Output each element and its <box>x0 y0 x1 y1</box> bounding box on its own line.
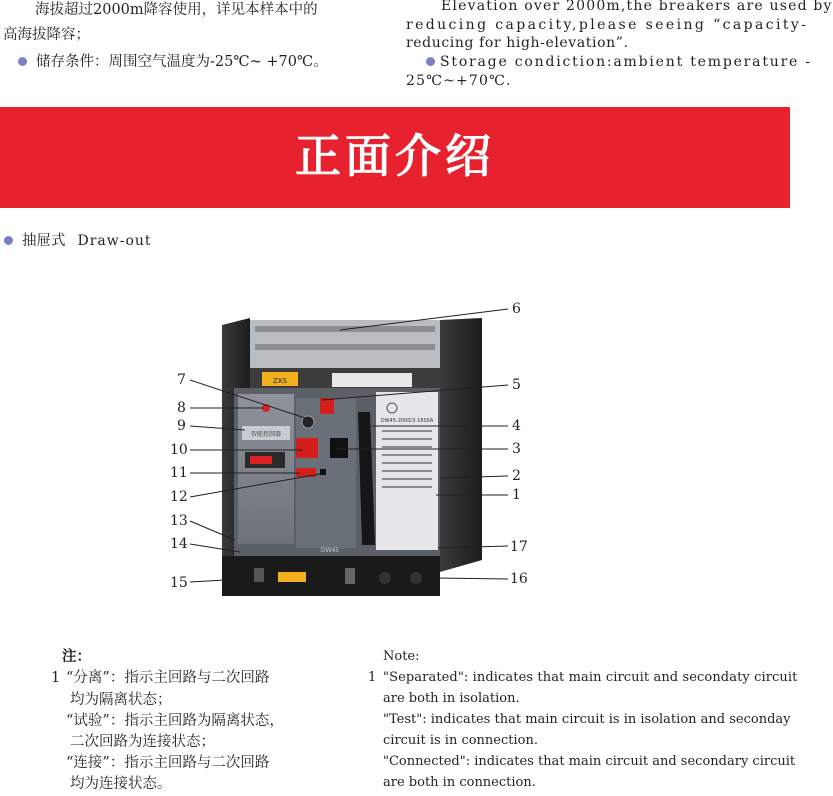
warning-label-text: ZXS <box>272 377 288 385</box>
callout-8: 8 <box>177 400 186 416</box>
nameplate-text: DW45-2000/3-1600A <box>380 418 434 424</box>
top-right-line1: Elevation over 2000m,the breakers are used by <box>441 0 833 14</box>
notes-en-heading: Note: <box>383 649 420 664</box>
notes-cn-line4: 二次回路为连接状态； <box>70 734 215 750</box>
callout-9: 9 <box>177 418 186 434</box>
section-label-cn: 抽屉式 <box>22 233 66 249</box>
callout-17: 17 <box>510 539 528 555</box>
callout-2: 2 <box>512 468 521 484</box>
notes-en-line1: "Separated": indicates that main circuit and secondaty circuit <box>383 670 798 685</box>
callout-16: 16 <box>510 571 528 587</box>
rack-screw <box>379 572 391 584</box>
notes-en-line3: "Test": indicates that main circuit is in isolation and seconday <box>383 712 791 727</box>
top-left-line2: 高海拔降容； <box>3 27 90 43</box>
callout-10: 10 <box>170 442 188 458</box>
storage-text-en: Storage condiction:ambient temperature - <box>440 54 812 70</box>
notes-en-line2: are both in isolation. <box>383 691 520 706</box>
top-left-storage <box>18 52 328 73</box>
callout-5: 5 <box>512 377 521 393</box>
callout-3: 3 <box>512 441 521 457</box>
bullet-icon <box>426 57 435 66</box>
callout-4: 4 <box>512 418 521 434</box>
status-indicator <box>330 438 348 458</box>
notes-en-index: 1 <box>368 670 377 685</box>
position-indicator <box>254 568 264 582</box>
callout-7: 7 <box>177 372 186 388</box>
callout-1: 1 <box>512 487 521 503</box>
banner-title: 正面介绍 <box>295 129 495 183</box>
controller-label-text: 智能控制器 <box>250 431 282 438</box>
bullet-icon <box>4 236 13 245</box>
callout-13: 13 <box>170 513 188 529</box>
top-left-line1: 海拔超过2000m降容使用，详见本样本中的 <box>35 2 318 18</box>
top-right-storage <box>426 53 812 71</box>
info-label <box>332 373 412 387</box>
notes-en-line4: circuit is in connection. <box>383 733 538 748</box>
callout-15: 15 <box>170 575 188 591</box>
callout-12: 12 <box>170 489 188 505</box>
brand-text: DW45 <box>320 547 340 554</box>
notes-cn-heading: 注： <box>62 648 91 665</box>
notes-en-line5: "Connected": indicates that main circuit and secondary circuit <box>383 754 796 769</box>
display-digits <box>250 456 272 464</box>
breaker-illustration <box>0 280 790 610</box>
storage-text-cn: 储存条件：周围空气温度为-25℃~ +70℃。 <box>36 54 328 70</box>
notes-en-line6: are both in connection. <box>383 775 536 790</box>
top-right-line2: reducing capacity,please seeing “capacity- <box>406 17 809 33</box>
notes-cn-line5: “连接”：指示主回路与二次回路 <box>66 755 270 771</box>
right-side-plate <box>440 318 482 572</box>
notes-cn-line3: “试验”：指示主回路为隔离状态， <box>66 713 284 729</box>
callout-11: 11 <box>170 465 188 481</box>
callout-14: 14 <box>170 536 188 552</box>
top-right-storage2: 25℃~+70℃. <box>406 73 512 89</box>
section-label <box>4 231 152 252</box>
controller-panel <box>238 394 294 544</box>
base-warning-label <box>278 572 306 582</box>
lock-slot <box>320 469 326 475</box>
rack-handle-hole <box>345 568 355 584</box>
notes-cn-index: 1 <box>51 670 61 686</box>
notes-cn-line2: 均为隔离状态； <box>70 692 172 708</box>
bullet-icon <box>18 57 27 66</box>
notes-cn-line1: “分离”：指示主回路与二次回路 <box>66 670 270 686</box>
callout-6: 6 <box>512 301 521 317</box>
section-label-en: Draw-out <box>77 233 152 249</box>
on-button <box>296 438 318 458</box>
top-right-line3: reducing for high-elevation”. <box>406 35 629 51</box>
notes-cn-line6: 均为连接状态。 <box>70 776 172 792</box>
lock-screw <box>410 572 422 584</box>
